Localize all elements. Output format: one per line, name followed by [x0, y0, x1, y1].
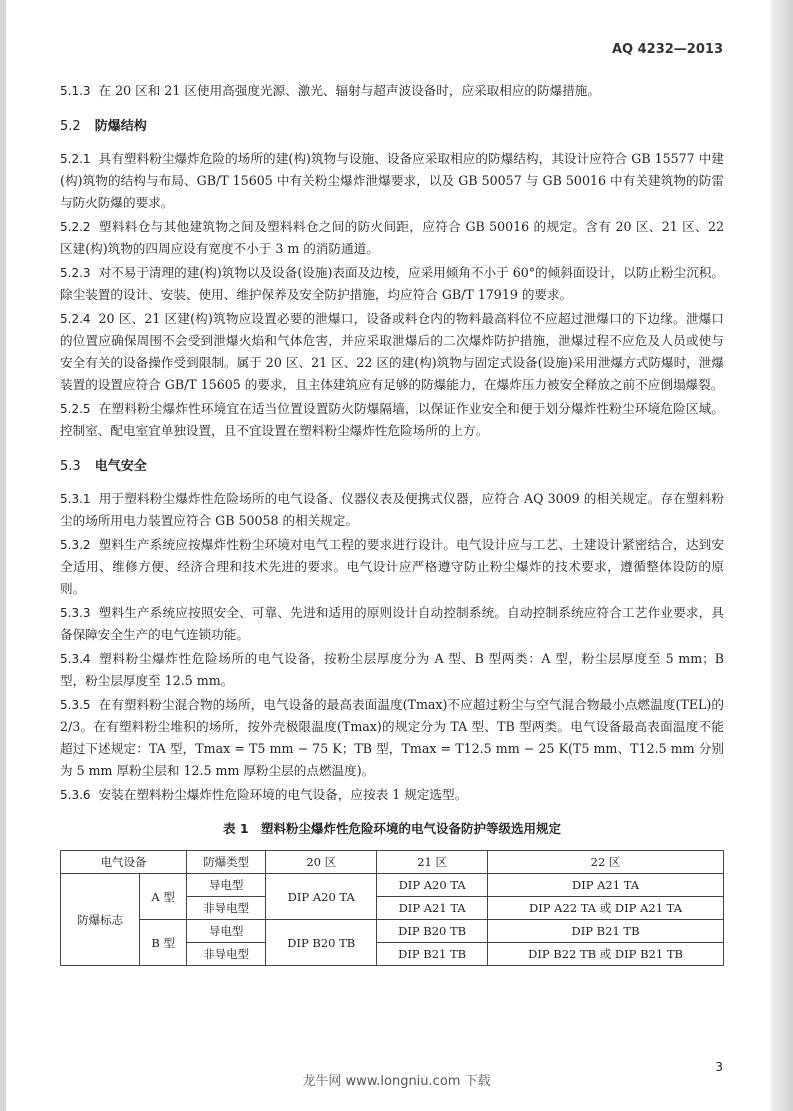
clause-5-2-4: [60, 308, 724, 396]
b-zone20-cell: DIP B20 TB: [266, 920, 377, 966]
type-a-label: A 型: [140, 874, 187, 920]
table-header-row: [61, 851, 724, 874]
page-right-edge: [771, 0, 793, 1111]
clause-number: 5.2.3: [60, 266, 91, 280]
b-non-zone22-cell: DIP B22 TB 或 DIP B21 TB: [488, 943, 724, 966]
clause-text: 具有塑料粉尘爆炸危险的场所的建(构)筑物与设施、设备应采取相应的防爆结构，其设计应符合 GB 15577 中建(构)筑物的结构与布局、GB/T 15605 中有关粉尘爆炸泄爆要求，以及 GB 50057 与 GB 50016 中有关建筑物的防雷与防火防爆的要求。: [60, 151, 724, 210]
clause-5-2-1: [60, 148, 724, 214]
standard-code: AQ 4232—2013: [611, 42, 723, 57]
table-row: [61, 874, 724, 897]
clause-text: 塑料生产系统应按爆炸性粉尘环境对电气工程的要求进行设计。电气设计应与工艺、土建设计紧密结合，达到安全适用、维修方便、经济合理和技术先进的要求。电气设计应严格遵守防止粉尘爆炸的技术要求，遵循整体设防的原则。: [60, 537, 724, 596]
equipment-protection-table: [60, 850, 724, 966]
clause-5-3-3: [60, 602, 724, 646]
header-zone-20: 20 区: [266, 851, 377, 874]
clause-number: 5.2.2: [60, 220, 91, 234]
b-non-zone21-cell: DIP B21 TB: [377, 943, 488, 966]
a-non-zone21-cell: DIP A21 TA: [377, 897, 488, 920]
a-non-zone22-cell: DIP A22 TA 或 DIP A21 TA: [488, 897, 724, 920]
clause-number: 5.3.3: [60, 606, 91, 620]
clause-text: 用于塑料粉尘爆炸性危险场所的电气设备、仪器仪表及便携式仪器，应符合 AQ 3009 的相关规定。存在塑料粉尘的场所用电力装置应符合 GB 50058 的相关规定。: [60, 491, 724, 528]
clause-text: 在有塑料粉尘混合物的场所，电气设备的最高表面温度(Tmax)不应超过粉尘与空气混合物最小点燃温度(TEL)的 2/3。在有塑料粉尘堆积的场所，按外壳极限温度(Tmax)的规定分为 TA 型、TB 型两类。电气设备最高表面温度不能超过下述规定：TA 型，Tmax = T5 mm − 75 K；TB 型，Tmax = T12.5 mm − 25 K(T5 mm、T12.5 mm 分别为 5 mm 厚粉尘层和 12.5 mm 厚粉尘层的点燃温度)。: [60, 697, 724, 778]
clause-5-2-5: [60, 398, 724, 442]
group-label: 防爆标志: [61, 874, 140, 966]
table-row: [61, 920, 724, 943]
clause-5-3-6: [60, 784, 724, 806]
clause-number: 5.3.5: [60, 698, 91, 712]
conductive-label: 导电型: [187, 920, 266, 943]
b-cond-zone22-cell: DIP B21 TB: [488, 920, 724, 943]
clause-number: 5.1.3: [60, 84, 91, 98]
clause-number: 5.2.1: [60, 152, 91, 166]
conductive-label: 导电型: [187, 874, 266, 897]
table-caption: 表 1 塑料粉尘爆炸性危险环境的电气设备防护等级选用规定: [222, 821, 562, 836]
download-watermark: 龙牛网 www.longniu.com 下载: [302, 1074, 491, 1089]
clause-number: 5.3.6: [60, 788, 91, 802]
clause-number: 5.3.4: [60, 652, 91, 666]
clause-5-3-5: [60, 694, 724, 782]
section-number: 5.2: [60, 119, 81, 134]
a-cond-zone21-cell: DIP A20 TA: [377, 874, 488, 897]
b-cond-zone21-cell: DIP B20 TB: [377, 920, 488, 943]
clause-5-3-1: [60, 488, 724, 532]
clause-5-1-3: [60, 80, 724, 102]
clause-text: 安装在塑料粉尘爆炸性危险环境的电气设备，应按表 1 规定选型。: [98, 787, 468, 802]
header-protection-type: 防爆类型: [187, 851, 266, 874]
section-title: 电气安全: [94, 459, 147, 474]
page-left-edge: [0, 0, 6, 1111]
header-zone-22: 22 区: [488, 851, 724, 874]
clause-number: 5.3.1: [60, 492, 91, 506]
header-zone-21: 21 区: [377, 851, 488, 874]
clause-text: 塑料料仓与其他建筑物之间及塑料料仓之间的防火间距，应符合 GB 50016 的规定。含有 20 区、21 区、22 区建(构)筑物的四周应设有宽度不小于 3 m 的消防通道。: [60, 219, 724, 256]
clause-text: 塑料生产系统应按照安全、可靠、先进和适用的原则设计自动控制系统。自动控制系统应符合工艺作业要求，具备保障安全生产的电气连锁功能。: [60, 605, 724, 642]
clause-text: 在 20 区和 21 区使用高强度光源、激光、辐射与超声波设备时，应采取相应的防爆措施。: [98, 83, 600, 98]
section-number: 5.3: [60, 459, 81, 474]
clause-number: 5.3.2: [60, 538, 91, 552]
type-b-label: B 型: [140, 920, 187, 966]
clause-5-2-3: [60, 262, 724, 306]
section-heading-5-2: [60, 116, 724, 138]
clause-text: 20 区、21 区建(构)筑物应设置必要的泄爆口，设备或料仓内的物料最高料位不应超过泄爆口的下边缘。泄爆口的位置应确保周围不会受到泄爆火焰和气体危害，并应采取泄爆后的二次爆炸防护措施，泄爆过程不应危及人员或使与安全有关的设备操作受到限制。属于 20 区、21 区、22 区的建(构)筑物与固定式设备(设施)采用泄爆方式防爆时，泄爆装置的设置应符合 GB/T 15605 的要求，且主体建筑应有足够的防爆能力，在爆炸压力被安全释放之前不应倒塌爆裂。: [60, 311, 724, 392]
header-equipment: 电气设备: [61, 851, 187, 874]
section-heading-5-3: [60, 456, 724, 478]
a-cond-zone22-cell: DIP A21 TA: [488, 874, 724, 897]
clause-text: 对不易于清理的建(构)筑物以及设备(设施)表面及边棱，应采用倾角不小于 60°的倾斜面设计，以防止粉尘沉积。除尘装置的设计、安装、使用、维护保养及安全防护措施，均应符合 GB/T 17919 的要求。: [60, 265, 724, 302]
clause-text: 塑料粉尘爆炸性危险场所的电气设备，按粉尘层厚度分为 A 型、B 型两类：A 型，粉尘层厚度至 5 mm；B 型，粉尘层厚度至 12.5 mm。: [60, 651, 724, 688]
clause-5-3-4: [60, 648, 724, 692]
document-body: [60, 80, 724, 966]
section-title: 防爆结构: [94, 119, 147, 134]
nonconductive-label: 非导电型: [187, 943, 266, 966]
clause-5-2-2: [60, 216, 724, 260]
nonconductive-label: 非导电型: [187, 897, 266, 920]
clause-text: 在塑料粉尘爆炸性环境宜在适当位置设置防火防爆隔墙，以保证作业安全和便于划分爆炸性粉尘环境危险区域。控制室、配电室宜单独设置，且不宜设置在塑料粉尘爆炸性危险场所的上方。: [60, 401, 724, 438]
clause-5-3-2: [60, 534, 724, 600]
clause-number: 5.2.4: [60, 312, 91, 326]
a-zone20-cell: DIP A20 TA: [266, 874, 377, 920]
page-number: 3: [715, 1060, 723, 1074]
clause-number: 5.2.5: [60, 402, 91, 416]
